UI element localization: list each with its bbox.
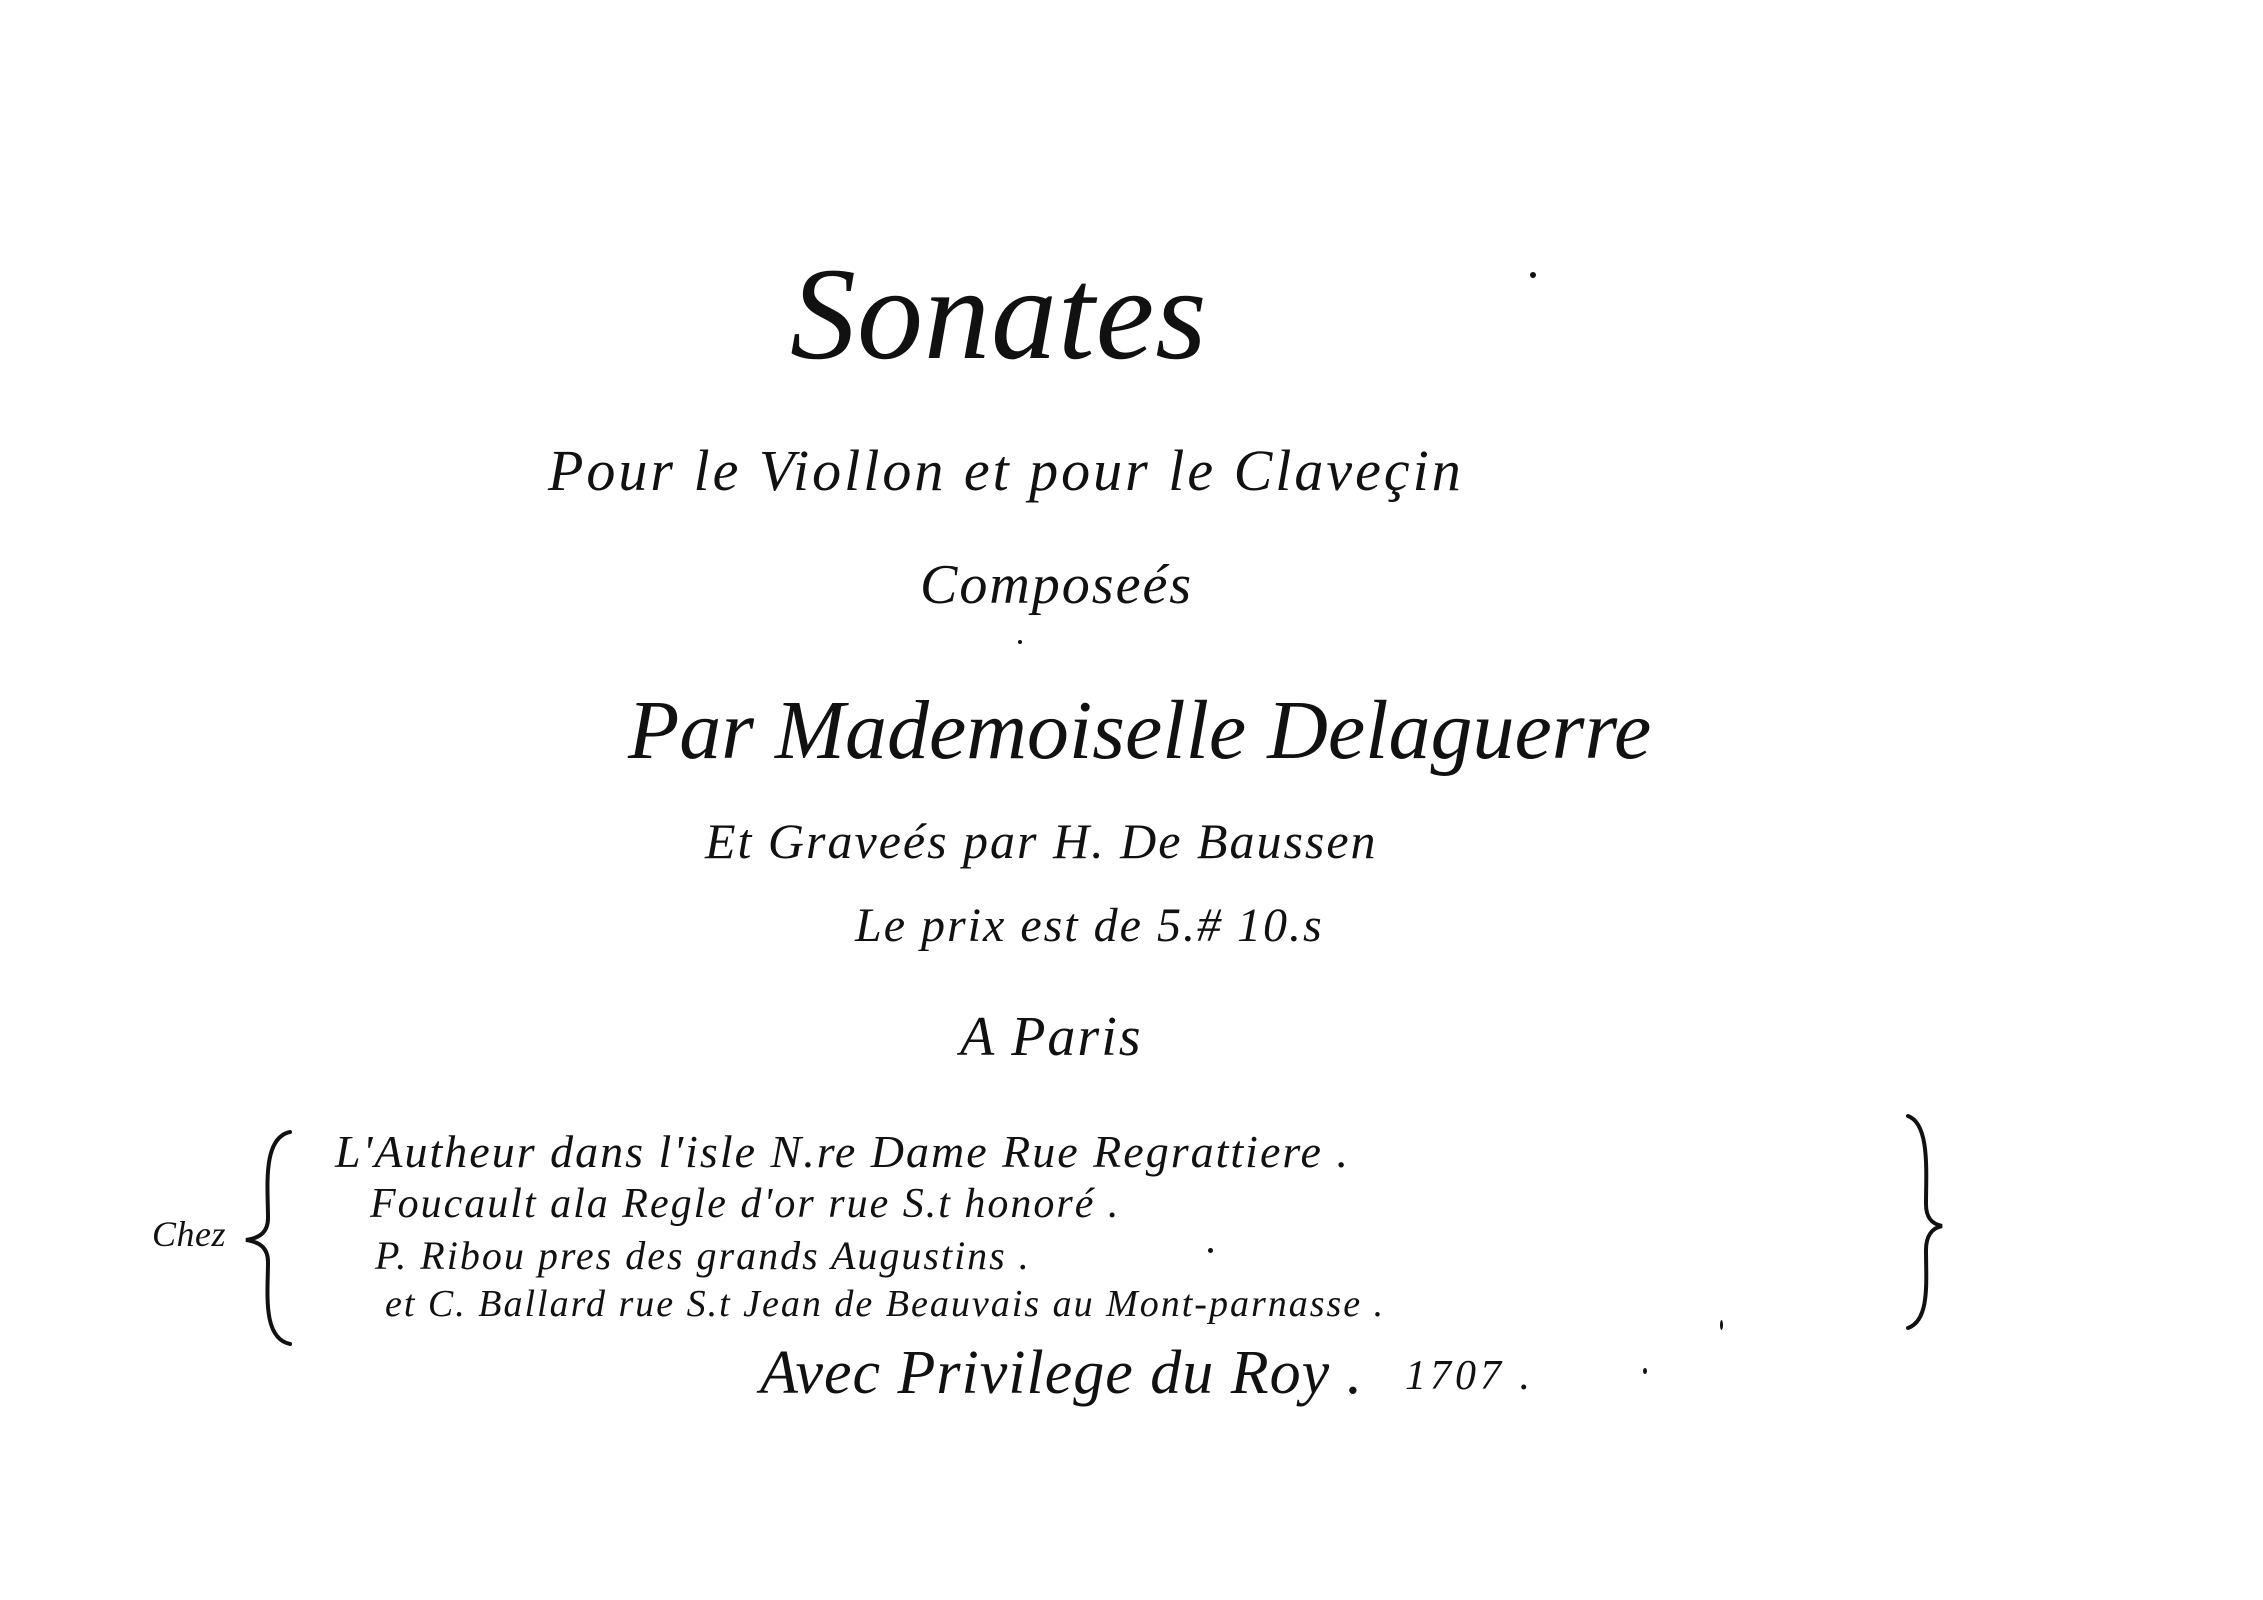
page-title: Sonates	[790, 240, 1208, 387]
address-line-author: L'Autheur dans l'isle N.re Dame Rue Regrattiere .	[335, 1126, 1350, 1177]
city-line: A Paris	[960, 1006, 1143, 1068]
right-brace	[1900, 1112, 1950, 1332]
ink-speck	[1643, 1368, 1647, 1374]
year-line: 1707 .	[1405, 1353, 1534, 1399]
sold-at-label: Chez	[152, 1214, 226, 1254]
ink-speck	[1208, 1248, 1213, 1253]
author-line: Par Mademoiselle Delaguerre	[628, 684, 1652, 777]
subtitle: Pour le Viollon et pour le Claveçin	[548, 438, 1464, 503]
privilege-line: Avec Privilege du Roy .	[760, 1339, 1364, 1407]
ink-speck	[1530, 272, 1536, 278]
ink-speck	[1018, 640, 1022, 644]
address-line-ballard: et C. Ballard rue S.t Jean de Beauvais au Mont-parnasse .	[385, 1283, 1386, 1325]
engraver-line: Et Graveés par H. De Baussen	[705, 813, 1378, 869]
address-line-foucault: Foucault ala Regle d'or rue S.t honoré .	[370, 1181, 1121, 1227]
left-brace	[240, 1128, 300, 1348]
composed-line: Composeés	[920, 554, 1194, 616]
ink-speck	[1720, 1320, 1723, 1330]
price-line: Le prix est de 5.# 10.s	[855, 899, 1324, 952]
address-line-ribou: P. Ribou pres des grands Augustins .	[375, 1233, 1031, 1278]
